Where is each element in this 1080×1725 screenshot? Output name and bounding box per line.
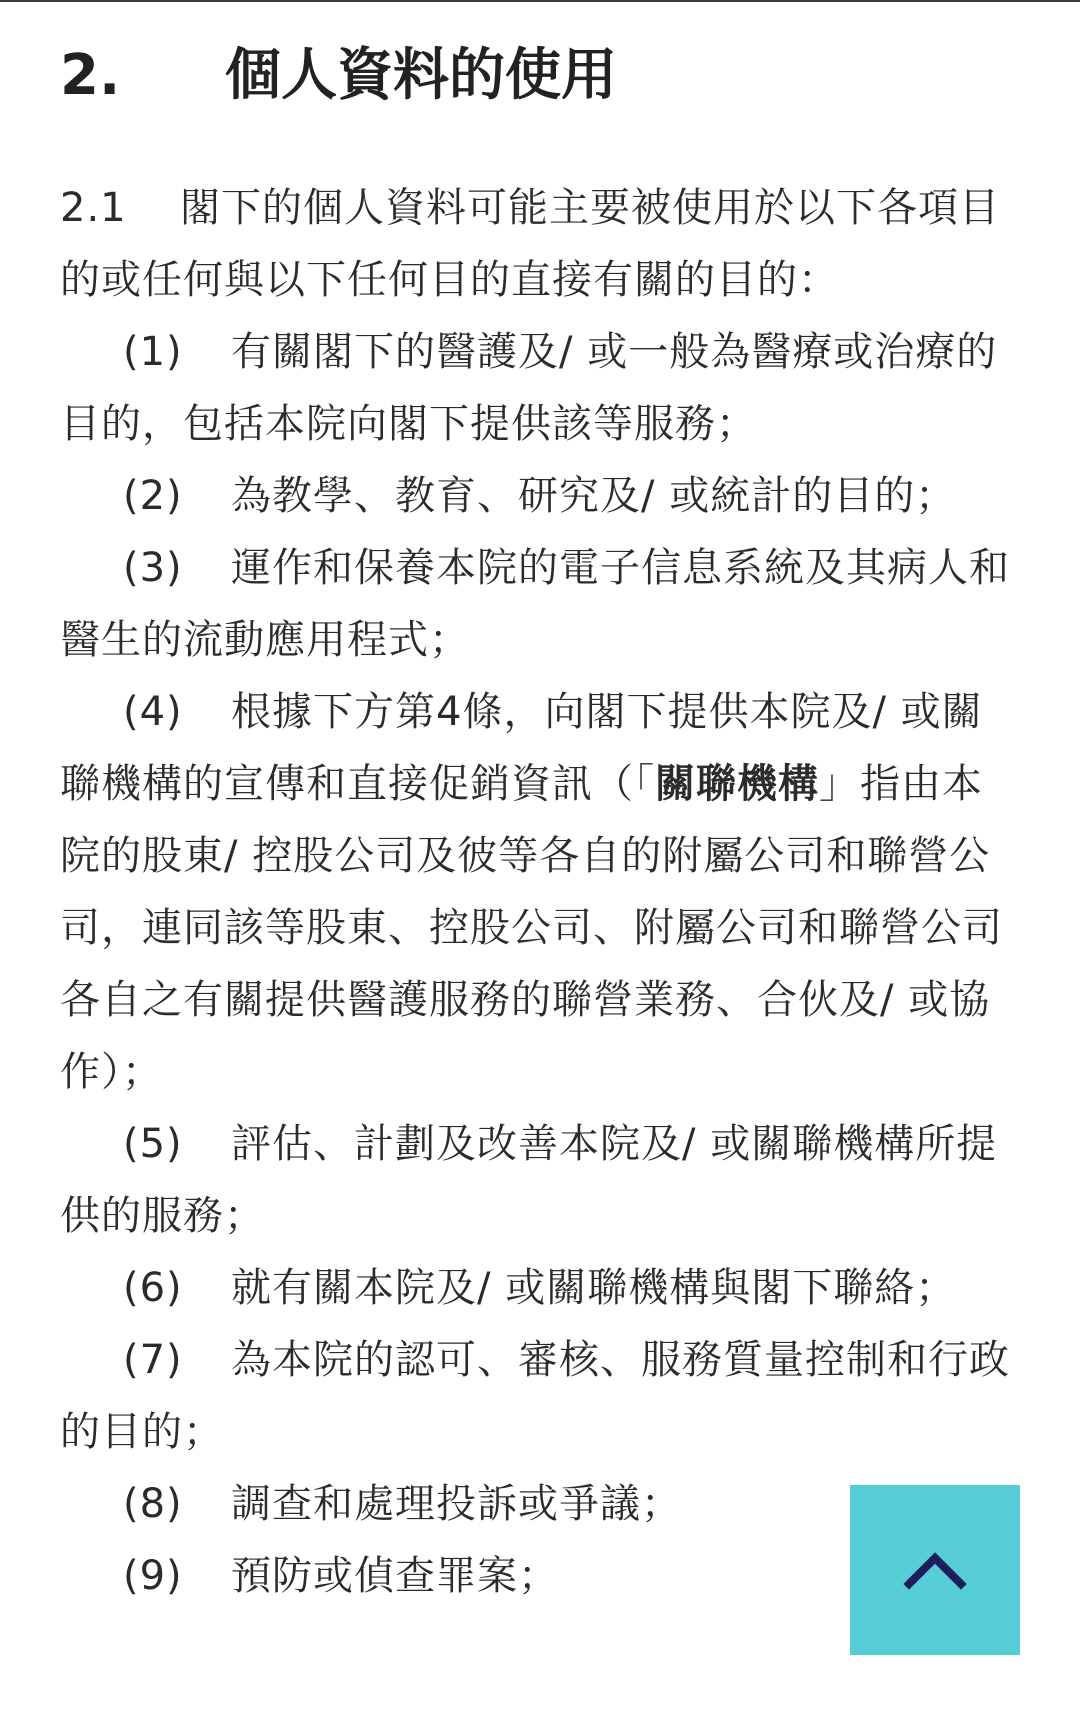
list-item-text: 有關閣下的醫護及/ 或一般為醫療或治療的目的，包括本院向閣下提供該等服務； xyxy=(60,329,998,447)
list-item xyxy=(60,316,1020,460)
list-item-text: 評估、計劃及改善本院及/ 或關聯機構所提供的服務； xyxy=(60,1121,998,1239)
list-item-number: (7) xyxy=(123,1337,183,1383)
list-item-number: (9) xyxy=(123,1553,183,1599)
scroll-to-top-button[interactable] xyxy=(850,1485,1020,1655)
section-body xyxy=(60,172,1020,1612)
list-item-number: (5) xyxy=(123,1121,183,1167)
list-item-number: (4) xyxy=(123,689,183,735)
subsection-number: 2.1 xyxy=(60,185,127,231)
list-item-text-before: 根據下方第4條，向閣下提供本院及/ 或關聯機構的宣傳和直接促銷資訊（「 xyxy=(60,689,983,807)
defined-term: 關聯機構 xyxy=(655,761,819,807)
list-item-text: 為教學、教育、研究及/ 或統計的目的； xyxy=(231,473,957,519)
list-item xyxy=(60,1252,1020,1324)
list-item xyxy=(60,1108,1020,1252)
section-heading xyxy=(60,36,1020,116)
list-item-number: (8) xyxy=(123,1481,183,1527)
list-item-text: 運作和保養本院的電子信息系統及其病人和醫生的流動應用程式； xyxy=(60,545,1010,663)
section-number: 2. xyxy=(60,43,121,108)
intro-text: 閣下的個人資料可能主要被使用於以下各項目的或任何與以下任何目的直接有關的目的： xyxy=(60,185,1000,303)
chevron-up-icon xyxy=(903,1550,967,1590)
list-item-text: 預防或偵查罪案； xyxy=(231,1553,559,1599)
list-item-number: (1) xyxy=(123,329,183,375)
top-divider xyxy=(0,0,1080,2)
list-item xyxy=(60,532,1020,676)
list-item-number: (6) xyxy=(123,1265,183,1311)
list-item-text: 就有關本院及/ 或關聯機構與閣下聯絡； xyxy=(231,1265,957,1311)
intro-paragraph xyxy=(60,172,1020,316)
list-item xyxy=(60,1324,1020,1468)
list-item xyxy=(60,676,1020,1108)
list-item-text-after: 」指由本院的股東/ 控股公司及彼等各自的附屬公司和聯營公司，連同該等股東、控股公司、附屬公司和聯營公司各自之有關提供醫護服務的聯營業務、合伙及/ 或協作）； xyxy=(60,761,1003,1095)
list-item-number: (2) xyxy=(123,473,183,519)
list-item-text: 為本院的認可、審核、服務質量控制和行政的目的； xyxy=(60,1337,1010,1455)
list-item xyxy=(60,460,1020,532)
list-item-number: (3) xyxy=(123,545,183,591)
section-title: 個人資料的使用 xyxy=(225,43,617,108)
list-item-text: 調查和處理投訴或爭議； xyxy=(231,1481,682,1527)
